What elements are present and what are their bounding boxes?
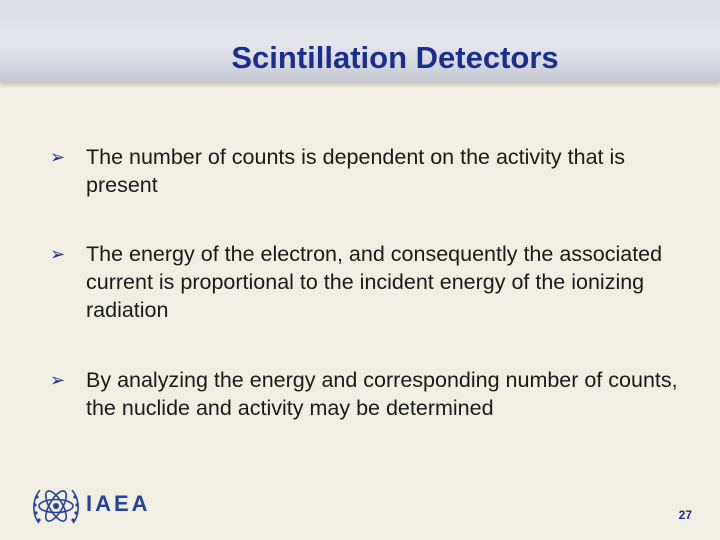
arrow-bullet-icon: ➢	[50, 370, 66, 390]
iaea-atom-emblem-icon	[30, 483, 82, 529]
arrow-bullet-icon: ➢	[50, 244, 66, 264]
bullet-item	[50, 240, 700, 324]
bullet-item	[50, 366, 700, 422]
page-number: 27	[678, 508, 692, 522]
logo-text: IAEA	[86, 491, 151, 516]
bullet-text: The number of counts is dependent on the activity that is present	[86, 145, 626, 197]
slide-title: Scintillation Detectors	[231, 40, 559, 75]
bullet-list	[50, 143, 700, 422]
bullet-item	[50, 143, 700, 199]
bullet-text: The energy of the electron, and consequently the associated current is proportional to the incident energy of the ionizing radiation	[86, 242, 663, 322]
bullet-text: By analyzing the energy and corresponding number of counts, the nuclide and activity may be determined	[86, 368, 678, 420]
arrow-bullet-icon: ➢	[50, 147, 66, 167]
